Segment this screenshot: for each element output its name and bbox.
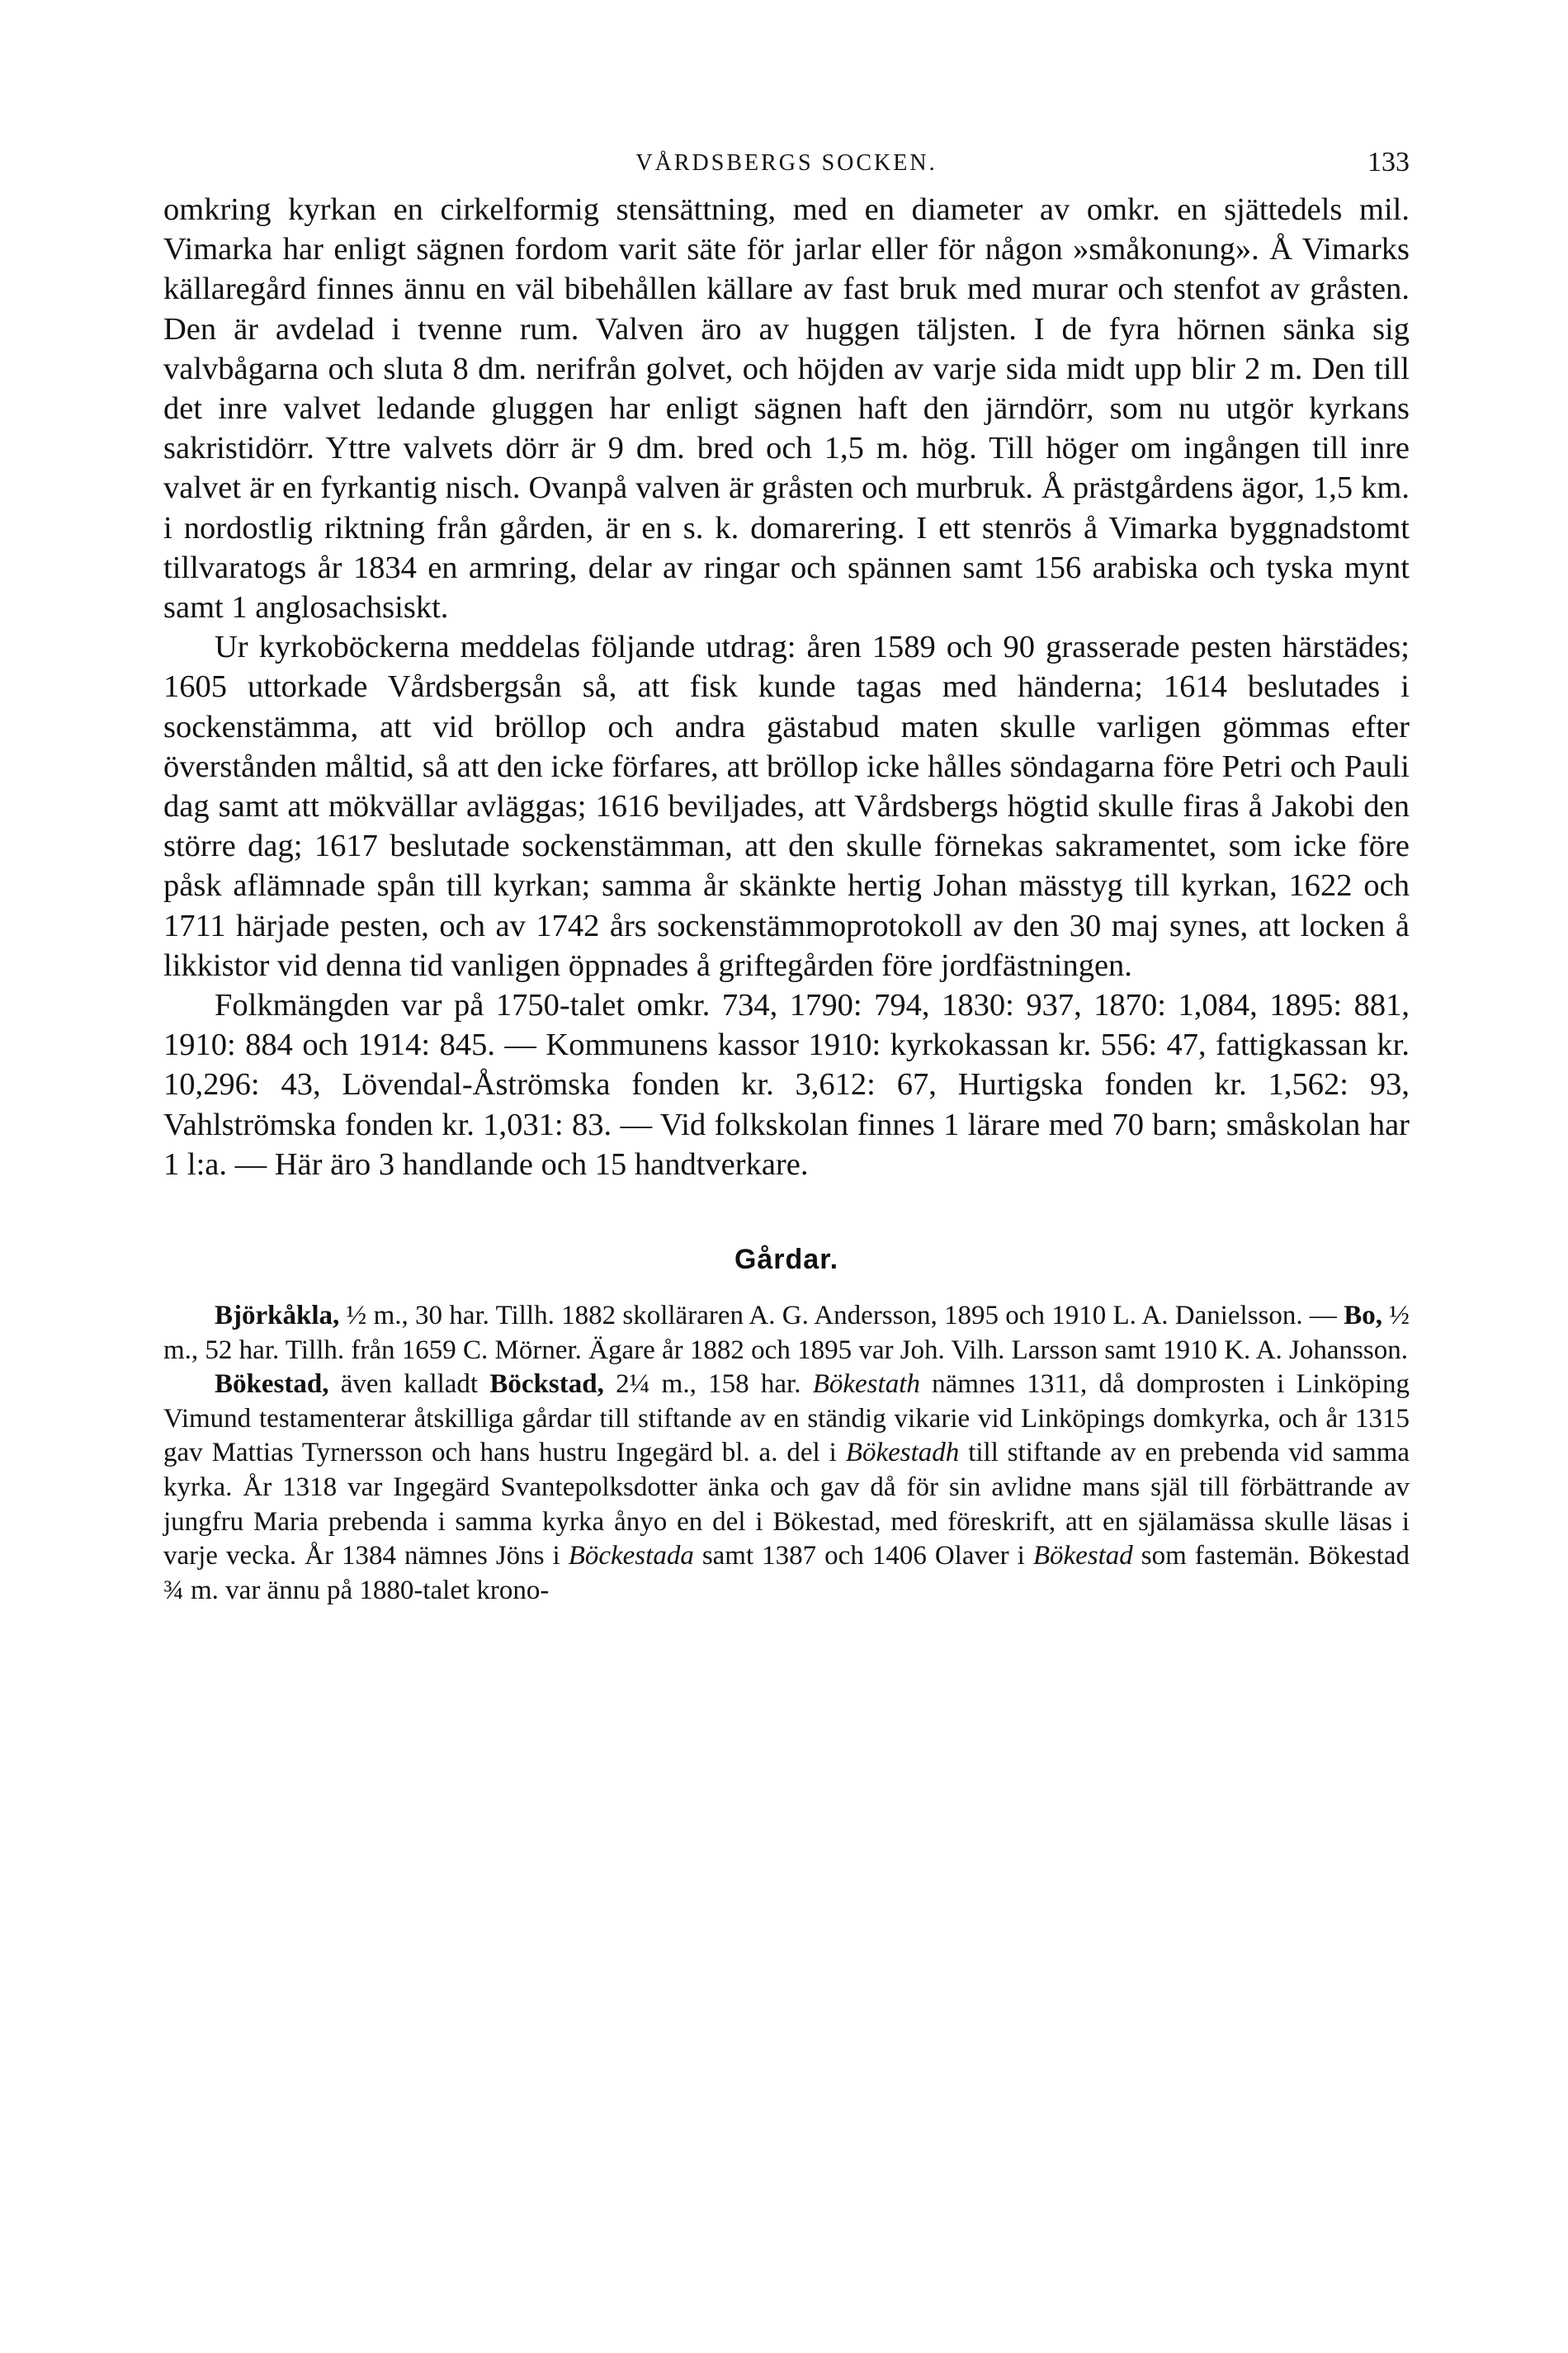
section-heading-gardar: Gårdar. <box>734 1244 839 1276</box>
farm-entry-bokestad <box>163 1368 1410 1608</box>
page-number: 133 <box>1367 147 1410 177</box>
farm-name-bjorkakla: Björkåkla, <box>215 1301 340 1331</box>
farms-list <box>163 1299 1410 1608</box>
running-title: VÅRDSBERGS SOCKEN. <box>635 150 937 176</box>
farm-text: nämnes 1311, då domprosten i Linköping Vimund testamenterar åtskilliga gårdar till stiftande av en ständig vikarie vid Linköpings domkyrka, och år 1315 gav Mattias Tyrnersson och hans hustru Ingegärd bl. a. del i <box>163 1369 1410 1468</box>
farm-name-bo: Bo, <box>1344 1301 1382 1331</box>
farm-text: även kalladt <box>328 1369 490 1400</box>
historic-name: Bökestath <box>812 1369 920 1400</box>
historic-name: Bökestad <box>1032 1541 1133 1571</box>
farm-text: 2¼ m., 158 har. <box>603 1369 813 1400</box>
farm-text: som fastemän. Bökestad ¾ m. var ännu på 1880-talet krono- <box>163 1541 1410 1605</box>
historic-name: Böckestada <box>568 1541 694 1571</box>
paragraph-church-records: Ur kyrkoböckerna meddelas följande utdrag: åren 1589 och 90 grasserade pesten härstädes; 1605 uttorkade Vårdsbergsån så, att fisk kunde tagas med händerna; 1614 beslutades i sockenstämma, att vid bröllop och andra gästabud maten skulle varligen gömmas efter överstånden måltid, så att den icke förfares, att bröllop icke hålles söndagarna före Petri och Pauli dag samt att mökvällar avläggas; 1616 beviljades, att Vårdsbergs högtid skulle firas å Jakobi den större dag; 1617 beslutade sockenstämman, att den skulle förnekas sakramentet, som icke före påsk aflämnade spån till kyrkan; samma år skänkte hertig Johan mässtyg till kyrkan, 1622 och 1711 härjade pesten, och av 1742 års sockenstämmoprotokoll av den 30 maj synes, att locken å likkistor vid denna tid vanligen öppnades å griftegården före jordfästningen. <box>163 630 1410 983</box>
running-header <box>163 140 1410 190</box>
farm-text: till stiftande av en prebenda vid samma kyrka. År 1318 var Ingegärd Svantepolksdotter änka och gav då för sin avlidne mans själ till förbättrande av jungfru Maria prebenda i samma kyrka ånyo en del i Bökestad, med föreskrift, att en själamässa skulle läsas i varje vecka. År 1384 nämnes Jöns i <box>163 1438 1410 1571</box>
farm-text: ½ m., 52 har. Tillh. från 1659 C. Mörner. Ägare år 1882 och 1895 var Joh. Vilh. Larsson samt 1910 K. A. Johansson. <box>163 1301 1410 1365</box>
farm-name-bokestad: Bökestad, <box>215 1369 329 1400</box>
page <box>163 140 1410 1608</box>
historic-name: Bökestadh <box>845 1438 960 1468</box>
farm-text: samt 1387 och 1406 Olaver i <box>693 1541 1033 1571</box>
main-text <box>163 190 1410 1184</box>
paragraph-population: Folkmängden var på 1750-talet omkr. 734, 1790: 794, 1830: 937, 1870: 1,084, 1895: 881, 1910: 884 och 1914: 845. — Kommunens kassor 1910: kyrkokassan kr. 556: 47, fattigkassan kr. 10,296: 43, Lövendal-Åströmska fonden kr. 3,612: 67, Hurtigska fonden kr. 1,562: 93, Vahlströmska fonden kr. 1,031: 83. — Vid folkskolan finnes 1 lärare med 70 barn; småskolan har 1 l:a. — Här äro 3 handlande och 15 handtverkare. <box>163 988 1410 1182</box>
farm-text: ½ m., 30 har. Tillh. 1882 skolläraren A. G. Andersson, 1895 och 1910 L. A. Danielsson. — <box>339 1301 1344 1331</box>
farm-entry-bjorkakla <box>163 1299 1410 1368</box>
paragraph-vimarka: omkring kyrkan en cirkelformig stensättning, med en diameter av omkr. en sjättedels mil. Vimarka har enligt sägnen fordom varit säte för jarlar eller för någon »småkonung». Å Vimarks källaregård finnes ännu en väl bibehållen källare av fast bruk med murar och stenfot av gråsten. Den är avdelad i tvenne rum. Valven äro av huggen täljsten. I de fyra hörnen sänka sig valvbågarna och sluta 8 dm. nerifrån golvet, och höjden av varje sida midt upp blir 2 m. Den till det inre valvet ledande gluggen har enligt sägnen haft den järndörr, som nu utgör kyrkans sakristidörr. Yttre valvets dörr är 9 dm. bred och 1,5 m. hög. Till höger om ingången till inre valvet är en fyrkantig nisch. Ovanpå valven är gråsten och murbruk. Å prästgårdens ägor, 1,5 km. i nordostlig riktning från gården, är en s. k. domarering. I ett stenrös å Vimarka byggnadstomt tillvaratogs år 1834 en armring, delar av ringar och spännen samt 156 arabiska och tyska mynt samt 1 anglosachsiskt. <box>163 192 1410 626</box>
farm-name-bockstad: Böckstad, <box>489 1369 604 1400</box>
